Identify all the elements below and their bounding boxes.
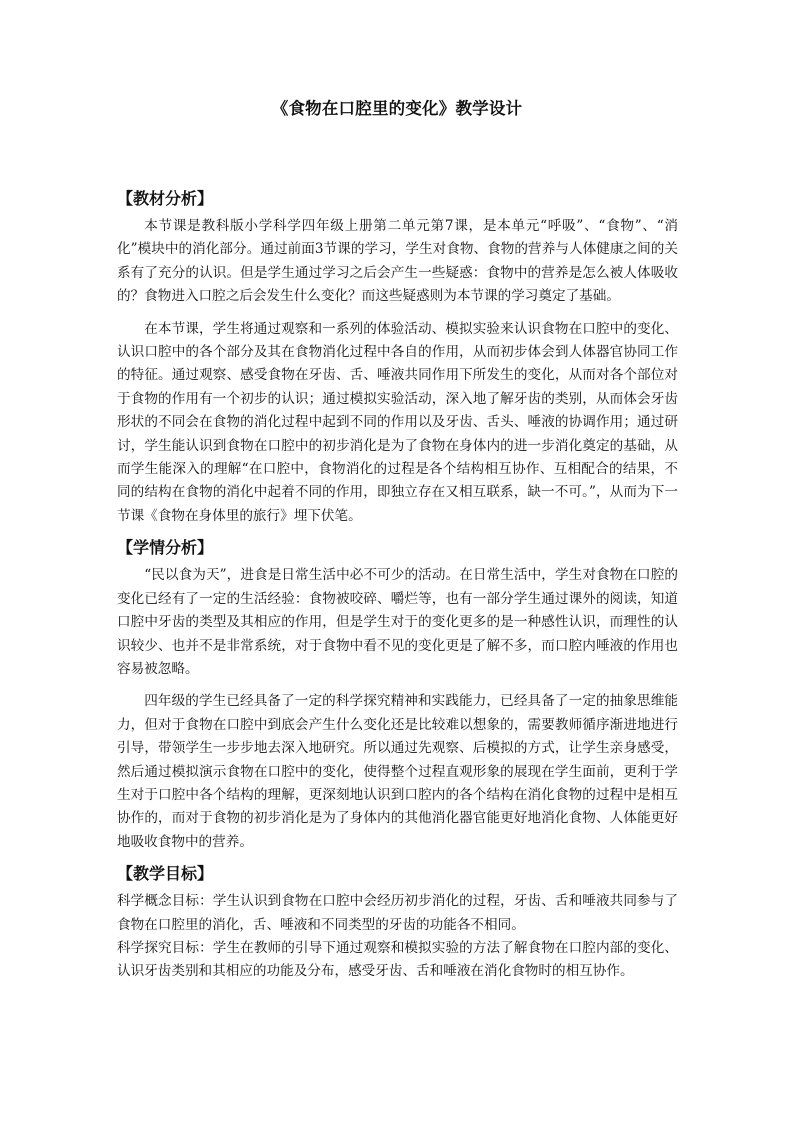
section-student-analysis: [117, 537, 678, 854]
document-title: 《食物在口腔里的变化》教学设计: [271, 99, 523, 118]
section-textbook-analysis: [117, 188, 678, 528]
paragraph: “民以食为天”，进食是日常生活中必不可少的活动。在日常生活中，学生对食物在口腔的变化已经有了一定的生活经验：食物被咬碎、嚼烂等，也有一部分学生通过课外的阅读，知道口腔中牙齿的类型及其相应的作用，但是学生对于的变化更多的是一种感性认识，而理性的认识较少、也并不是非常系统，对于食物中看不见的变化更是了解不多，而口腔内唾液的作用也容易被忽略。: [117, 567, 678, 677]
paragraph: 在本节课，学生将通过观察和一系列的体验活动、模拟实验来认识食物在口腔中的变化、认识口腔中的各个部分及其在食物消化过程中各自的作用，从而初步体会到人体器官协同工作的特征。通过观察、感受食物在牙齿、舌、唾液共同作用下所发生的变化，从而对各个部位对于食物的作用有一个初步的认识；通过模拟实验活动，深入地了解牙齿的类别，从而体会牙齿形状的不同会在食物的消化过程中起到不同的作用以及牙齿、舌头、唾液的协调作用；通过研讨，学生能认识到食物在口腔中的初步消化是为了食物在身体内的进一步消化奠定的基础，从而学生能深入的理解“在口腔中，食物消化的过程是各个结构相互协作、互相配合的结果，不同的结构在食物的消化中起着不同的作用，即独立存在又相互联系，缺一不可。”，从而为下一节课《食物在身体里的旅行》埋下伏笔。: [117, 320, 678, 524]
paragraph: 本节课是教科版小学科学四年级上册第二单元第7课，是本单元“呼吸”、“食物”、“消化”模块中的消化部分。通过前面3节课的学习，学生对食物、食物的营养与人体健康之间的关系有了充分的认识。但是学生通过学习之后会产生一些疑惑：食物中的营养是怎么被人体吸收的？食物进入口腔之后会发生什么变化？而这些疑惑则为本节课的学习奠定了基础。: [117, 218, 678, 305]
section-teaching-objectives: [117, 863, 678, 984]
section-heading: 【教材分析】: [117, 189, 214, 208]
document-body: [117, 188, 678, 984]
objective-science-inquiry: 科学探究目标：学生在教师的引导下通过观察和模拟实验的方法了解食物在口腔内部的变化、认识牙齿类别和其相应的功能及分布，感受牙齿、舌和唾液在消化食物时的相互协作。: [117, 939, 678, 980]
section-heading: 【教学目标】: [117, 864, 214, 884]
paragraph: 四年级的学生已经具备了一定的科学探究精神和实践能力，已经具备了一定的抽象思维能力，但对于食物在口腔中到底会产生什么变化还是比较难以想象的，需要教师循序渐进地进行引导，带领学生一步步地去深入地研究。所以通过先观察、后模拟的方式，让学生亲身感受，然后通过模拟演示食物在口腔中的变化，使得整个过程直观形象的展现在学生面前，更利于学生对于口腔中各个结构的理解，更深刻地认识到口腔内的各个结构在消化食物的过程中是相互协作的，而对于食物的初步消化是为了身体内的其他消化器官能更好地消化食物、人体能更好地吸收食物中的营养。: [117, 693, 678, 850]
objective-science-concept: 科学概念目标：学生认识到食物在口腔中会经历初步消化的过程，牙齿、舌和唾液共同参与了食物在口腔里的消化，舌、唾液和不同类型的牙齿的功能各不相同。: [117, 893, 678, 933]
section-heading: 【学情分析】: [117, 538, 214, 558]
